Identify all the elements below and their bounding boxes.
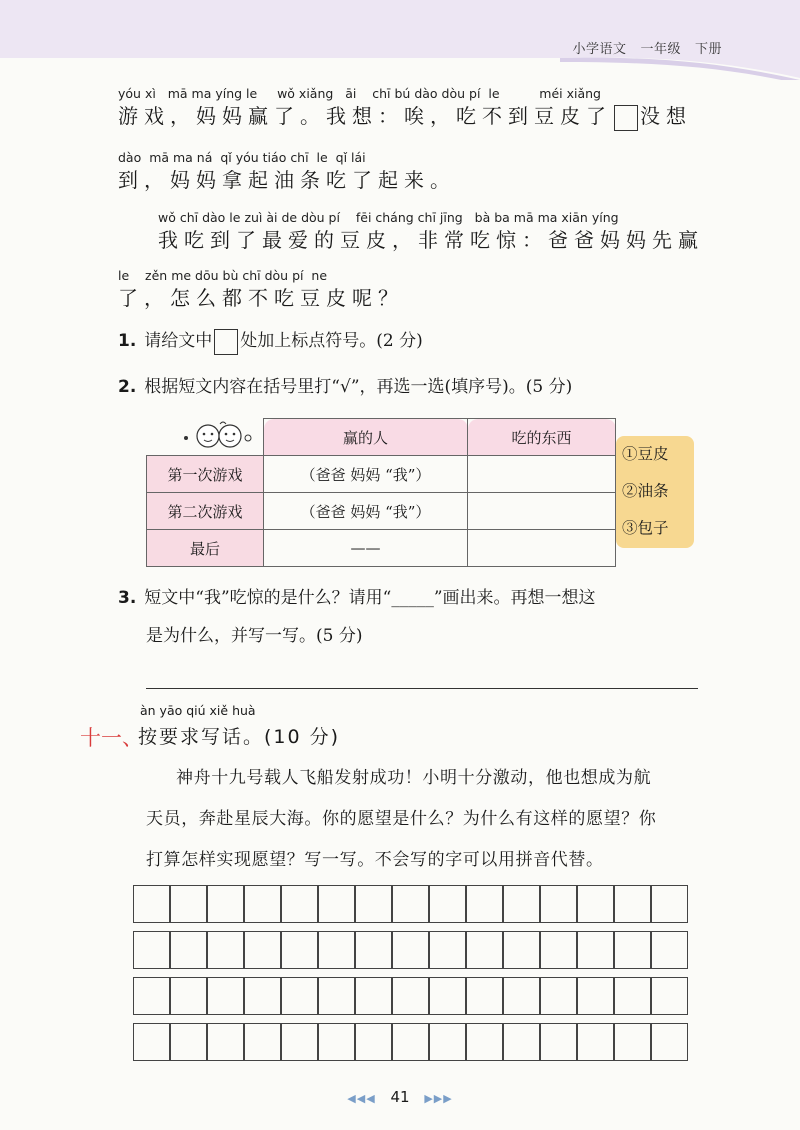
grid-cell[interactable] bbox=[355, 885, 392, 923]
grid-cell[interactable] bbox=[429, 885, 466, 923]
grid-cell[interactable] bbox=[466, 1023, 503, 1061]
section-title-pinyin: àn yāo qiú xiě huà bbox=[140, 703, 256, 718]
col-header-winner: 赢的人 bbox=[264, 419, 468, 456]
grid-cell[interactable] bbox=[244, 931, 281, 969]
option-item: ②油条 bbox=[622, 482, 669, 500]
grid-cell[interactable] bbox=[429, 931, 466, 969]
row-label: 第二次游戏 bbox=[147, 493, 264, 530]
section-number: 十一、 bbox=[80, 726, 143, 750]
grid-cell[interactable] bbox=[503, 1023, 540, 1061]
grid-cell[interactable] bbox=[392, 885, 429, 923]
pinyin-line: dào mā ma ná qǐ yóu tiáo chī le qǐ lái bbox=[118, 150, 366, 165]
cartoon-faces-icon bbox=[178, 418, 268, 450]
food-options bbox=[616, 436, 694, 548]
grid-cell[interactable] bbox=[133, 1023, 170, 1061]
grid-cell[interactable] bbox=[540, 1023, 577, 1061]
grid-cell[interactable] bbox=[614, 1023, 651, 1061]
grid-cell[interactable] bbox=[429, 977, 466, 1015]
grid-row bbox=[133, 1023, 689, 1061]
passage-line-2 bbox=[118, 150, 456, 194]
grid-cell[interactable] bbox=[170, 977, 207, 1015]
grid-cell[interactable] bbox=[281, 885, 318, 923]
grid-cell[interactable] bbox=[392, 931, 429, 969]
blank-box-icon bbox=[214, 329, 238, 355]
passage-line-3 bbox=[158, 210, 704, 254]
passage-text: 了，怎么都不吃豆皮呢？ bbox=[118, 286, 404, 310]
grid-cell[interactable] bbox=[281, 977, 318, 1015]
passage-text: 我吃到了最爱的豆皮，非常吃惊：爸爸妈妈先赢 bbox=[158, 228, 704, 252]
prompt-line-2: 天员，奔赴星辰大海。你的愿望是什么？为什么有这样的愿望？你 bbox=[146, 809, 657, 829]
page-footer bbox=[0, 1088, 800, 1106]
pinyin-line: le zěn me dōu bù chī dòu pí ne bbox=[118, 268, 328, 283]
grid-cell[interactable] bbox=[651, 1023, 688, 1061]
pinyin-line: wǒ chī dào le zuì ài de dòu pí fēi cháng chī jīng bà ba mā ma xiān yíng bbox=[158, 210, 619, 225]
grid-cell[interactable] bbox=[429, 1023, 466, 1061]
row-label: 第一次游戏 bbox=[147, 456, 264, 493]
section-title: 按要求写话。(10 分) bbox=[138, 726, 341, 748]
question-number: 1. bbox=[118, 331, 137, 351]
grid-cell[interactable] bbox=[244, 977, 281, 1015]
passage-text: 游戏，妈妈赢了。我想：唉，吃不到豆皮了 bbox=[118, 104, 612, 128]
table-row bbox=[147, 456, 616, 493]
question-2: 2. 根据短文内容在括号里打“√”，再选一选(填序号)。(5 分) bbox=[118, 377, 573, 397]
question-3-cont: 是为什么，并写一写。(5 分) bbox=[146, 626, 363, 646]
header-volume: 下册 bbox=[694, 42, 722, 57]
page-number: 41 bbox=[390, 1088, 410, 1106]
winner-choice[interactable]: （爸爸 妈妈 “我”） bbox=[264, 456, 468, 493]
grid-cell[interactable] bbox=[170, 1023, 207, 1061]
prompt-line-3: 打算怎样实现愿望？写一写。不会写的字可以用拼音代替。 bbox=[146, 850, 604, 870]
grid-cell[interactable] bbox=[244, 885, 281, 923]
col-header-food: 吃的东西 bbox=[468, 419, 616, 456]
question-number: 3. bbox=[118, 588, 137, 608]
grid-cell[interactable] bbox=[207, 1023, 244, 1061]
grid-cell[interactable] bbox=[318, 977, 355, 1015]
food-answer-cell[interactable] bbox=[468, 530, 616, 567]
passage-line-4 bbox=[118, 268, 404, 312]
grid-row bbox=[133, 931, 689, 969]
grid-cell[interactable] bbox=[392, 1023, 429, 1061]
grid-cell[interactable] bbox=[281, 931, 318, 969]
grid-cell[interactable] bbox=[651, 931, 688, 969]
writing-grid bbox=[133, 885, 689, 1061]
passage-text: 到，妈妈拿起油条吃了起来。 bbox=[118, 168, 456, 192]
grid-cell[interactable] bbox=[133, 885, 170, 923]
table-row bbox=[147, 493, 616, 530]
grid-cell[interactable] bbox=[318, 931, 355, 969]
grid-cell[interactable] bbox=[355, 931, 392, 969]
grid-cell[interactable] bbox=[318, 1023, 355, 1061]
grid-cell[interactable] bbox=[577, 885, 614, 923]
header-subject: 小学语文 bbox=[572, 42, 627, 57]
grid-cell[interactable] bbox=[244, 1023, 281, 1061]
grid-cell[interactable] bbox=[355, 1023, 392, 1061]
grid-cell[interactable] bbox=[614, 885, 651, 923]
grid-cell[interactable] bbox=[540, 977, 577, 1015]
grid-cell[interactable] bbox=[651, 977, 688, 1015]
prev-arrows-icon: ◀◀◀ bbox=[347, 1092, 376, 1105]
grid-cell[interactable] bbox=[281, 1023, 318, 1061]
grid-cell[interactable] bbox=[614, 931, 651, 969]
food-answer-cell[interactable] bbox=[468, 493, 616, 530]
grid-row bbox=[133, 977, 689, 1015]
prompt-line-1: 神舟十九号载人飞船发射成功！小明十分激动，他也想成为航 bbox=[176, 768, 652, 788]
grid-cell[interactable] bbox=[392, 977, 429, 1015]
grid-cell[interactable] bbox=[651, 885, 688, 923]
passage-text: 没想 bbox=[640, 104, 692, 128]
question-3: 3. 短文中“我”吃惊的是什么？请用“_____”画出来。再想一想这 bbox=[118, 588, 596, 608]
grid-cell[interactable] bbox=[466, 885, 503, 923]
option-item: ③包子 bbox=[622, 519, 669, 537]
passage-line-1 bbox=[118, 86, 692, 130]
grid-cell[interactable] bbox=[133, 977, 170, 1015]
grid-cell[interactable] bbox=[503, 977, 540, 1015]
grid-cell[interactable] bbox=[503, 885, 540, 923]
pinyin-line: yóu xì mā ma yíng le wǒ xiǎng āi chī bú dào dòu pí le méi xiǎng bbox=[118, 86, 601, 101]
grid-cell[interactable] bbox=[170, 885, 207, 923]
header-title bbox=[572, 38, 722, 57]
grid-cell[interactable] bbox=[503, 931, 540, 969]
header-grade: 一年级 bbox=[640, 42, 681, 57]
table-row bbox=[147, 530, 616, 567]
punctuation-blank-box[interactable] bbox=[614, 105, 638, 131]
grid-cell[interactable] bbox=[540, 931, 577, 969]
question-1: 1. 请给文中 处加上标点符号。(2 分) bbox=[118, 328, 423, 355]
answer-line[interactable] bbox=[146, 688, 698, 689]
question-number: 2. bbox=[118, 377, 137, 397]
grid-cell[interactable] bbox=[207, 885, 244, 923]
winner-choice[interactable]: （爸爸 妈妈 “我”） bbox=[264, 493, 468, 530]
option-item: ①豆皮 bbox=[622, 445, 669, 463]
grid-cell[interactable] bbox=[466, 977, 503, 1015]
grid-row bbox=[133, 885, 689, 923]
grid-cell[interactable] bbox=[318, 885, 355, 923]
winner-cell: —— bbox=[264, 530, 468, 567]
grid-cell[interactable] bbox=[355, 977, 392, 1015]
grid-cell[interactable] bbox=[133, 931, 170, 969]
grid-cell[interactable] bbox=[614, 977, 651, 1015]
grid-cell[interactable] bbox=[207, 977, 244, 1015]
grid-cell[interactable] bbox=[466, 931, 503, 969]
grid-cell[interactable] bbox=[207, 931, 244, 969]
grid-cell[interactable] bbox=[577, 1023, 614, 1061]
grid-cell[interactable] bbox=[577, 931, 614, 969]
grid-cell[interactable] bbox=[170, 931, 207, 969]
food-answer-cell[interactable] bbox=[468, 456, 616, 493]
next-arrows-icon: ▶▶▶ bbox=[424, 1092, 453, 1105]
grid-cell[interactable] bbox=[540, 885, 577, 923]
grid-cell[interactable] bbox=[577, 977, 614, 1015]
row-label: 最后 bbox=[147, 530, 264, 567]
